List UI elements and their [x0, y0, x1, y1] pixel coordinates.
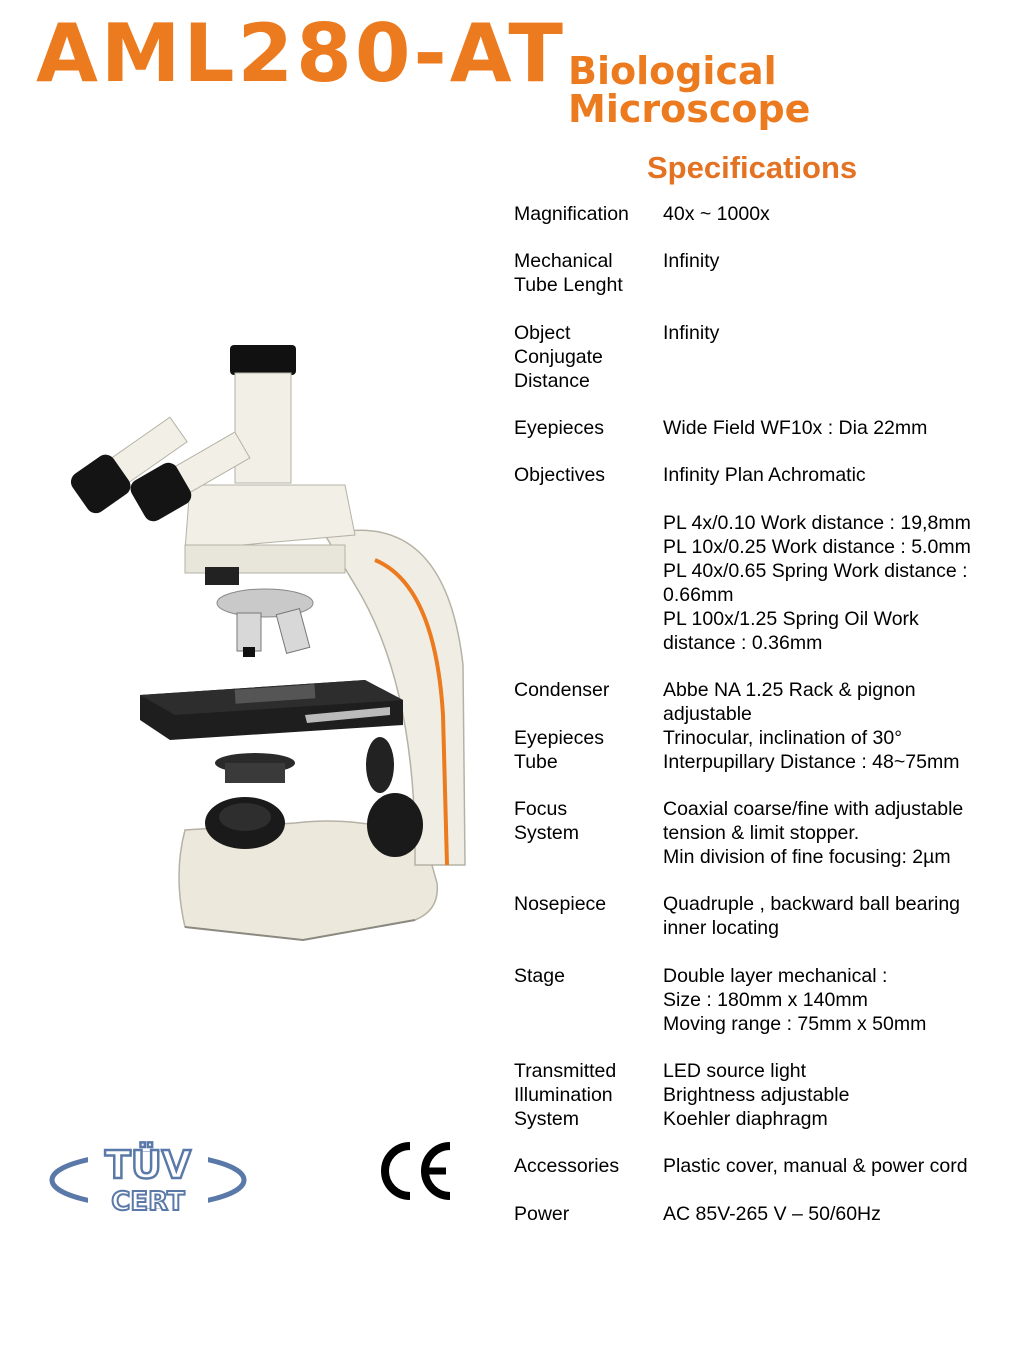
- spec-label: Eyepieces Tube: [514, 727, 604, 773]
- spec-value: Double layer mechanical : Size : 180mm x 140mm Moving range : 75mm x 50mm: [663, 965, 927, 1035]
- microscope-photo: [45, 335, 475, 945]
- spec-value: Infinity: [663, 322, 720, 344]
- spec-value: Trinocular, inclination of 30° Interpupillary Distance : 48~75mm: [663, 727, 960, 773]
- spec-label: Object Conjugate Distance: [514, 322, 603, 392]
- spec-value: 40x ~ 1000x: [663, 203, 770, 225]
- spec-label: Focus System: [514, 798, 580, 844]
- spec-label: Transmitted Illumination System: [514, 1060, 617, 1130]
- tuv-cert-logo: [48, 1132, 248, 1216]
- spec-value: LED source light Brightness adjustable Koehler diaphragm: [663, 1060, 850, 1130]
- spec-value: Coaxial coarse/fine with adjustable tension & limit stopper. Min division of fine focusing: 2µm: [663, 798, 964, 868]
- spec-value: AC 85V-265 V – 50/60Hz: [663, 1203, 881, 1225]
- spec-label: Objectives: [514, 464, 606, 486]
- product-subtitle: Biological Microscope: [568, 49, 811, 131]
- spec-value: Abbe NA 1.25 Rack & pignon adjustable: [663, 679, 916, 725]
- spec-label: Nosepiece: [514, 893, 607, 915]
- spec-label: Eyepieces: [514, 417, 604, 439]
- specifications-heading: Specifications: [647, 150, 858, 185]
- spec-label: Accessories: [514, 1155, 620, 1177]
- spec-label: Stage: [514, 965, 565, 987]
- spec-value: Quadruple , backward ball bearing inner locating: [663, 893, 961, 939]
- spec-value: Plastic cover, manual & power cord: [663, 1155, 968, 1177]
- spec-label: Mechanical Tube Lenght: [514, 250, 623, 296]
- spec-label: Condenser: [514, 679, 610, 701]
- spec-label: Power: [514, 1203, 570, 1225]
- model-title: AML280-AT: [36, 7, 566, 100]
- spec-label: Magnification: [514, 203, 629, 225]
- tuv-logo-text: TÜV: [104, 1143, 192, 1187]
- spec-value: Wide Field WF10x : Dia 22mm: [663, 417, 928, 439]
- spec-value: Infinity: [663, 250, 720, 272]
- cert-logo-text: CERT: [111, 1187, 185, 1216]
- ce-mark-logo: [378, 1140, 454, 1202]
- spec-value: Infinity Plan Achromatic PL 4x/0.10 Work distance : 19,8mm PL 10x/0.25 Work distance : 5.0mm PL 40x/0.65 Spring Work distance : 0.66mm PL 100x/1.25 Spring Oil Work distance : 0.36mm: [663, 464, 971, 654]
